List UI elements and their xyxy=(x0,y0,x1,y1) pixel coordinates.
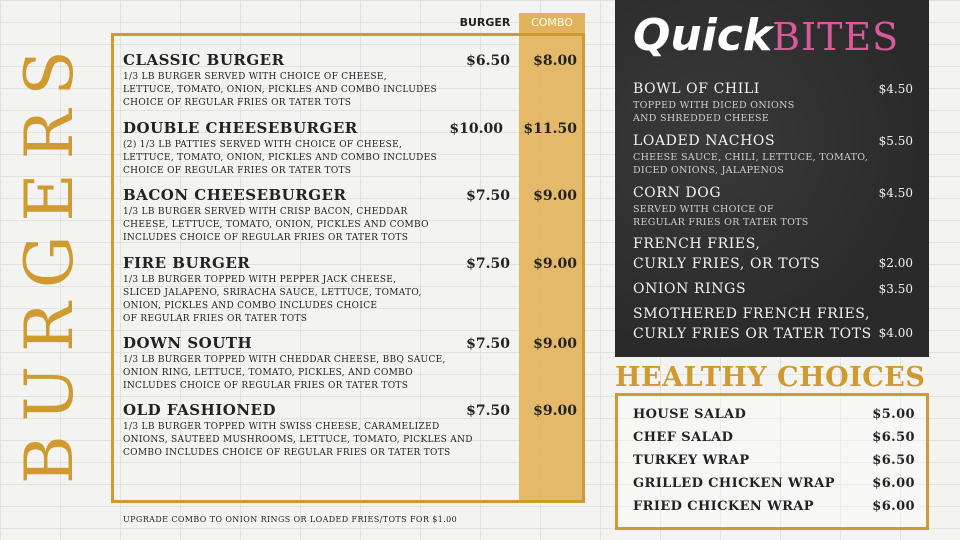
quick-bite-name: CORN DOG xyxy=(633,185,722,201)
quick-bite-item xyxy=(633,183,873,229)
burger-name: CLASSIC BURGER xyxy=(123,51,285,69)
quick-bite-name: SMOTHERED FRENCH FRIES, CURLY FRIES OR TATER TOTS xyxy=(633,306,872,342)
combo-price: $9.00 xyxy=(533,336,577,352)
healthy-item xyxy=(633,453,915,468)
combo-price: $8.00 xyxy=(533,53,577,69)
healthy-item-price: $6.00 xyxy=(872,476,915,491)
healthy-item-name: TURKEY WRAP xyxy=(633,453,750,468)
burger-price: $7.50 xyxy=(466,256,510,272)
quick-bites-title-bites: BITES xyxy=(772,15,900,59)
quick-bites-title xyxy=(633,6,899,66)
quick-bite-name: BOWL OF CHILI xyxy=(633,81,760,97)
combo-price: $9.00 xyxy=(533,256,577,272)
burger-name: DOWN SOUTH xyxy=(123,334,253,352)
healthy-item-name: GRILLED CHICKEN WRAP xyxy=(633,476,835,491)
quick-bite-price: $4.00 xyxy=(878,326,913,340)
combo-price: $9.00 xyxy=(533,403,577,419)
combo-column-header: COMBO xyxy=(519,13,585,33)
quick-bites-title-quick: Quick xyxy=(633,10,773,61)
combo-price: $11.50 xyxy=(523,121,577,137)
healthy-item-name: FRIED CHICKEN WRAP xyxy=(633,499,814,514)
healthy-item xyxy=(633,407,915,422)
combo-price: $9.00 xyxy=(533,188,577,204)
quick-bite-description: TOPPED WITH DICED ONIONS AND SHREDDED CHEESE xyxy=(633,100,795,124)
quick-bite-description: SERVED WITH CHOICE OF REGULAR FRIES OR TATER TOTS xyxy=(633,204,809,228)
quick-bite-name: ONION RINGS xyxy=(633,281,747,297)
healthy-item xyxy=(633,430,915,445)
healthy-item-price: $6.50 xyxy=(872,430,915,445)
quick-bite-name: LOADED NACHOS xyxy=(633,133,776,149)
quick-bite-item xyxy=(633,304,873,344)
burger-name: BACON CHEESEBURGER xyxy=(123,186,347,204)
burger-name: DOUBLE CHEESEBURGER xyxy=(123,119,358,137)
quick-bite-name: FRENCH FRIES, CURLY FRIES, OR TOTS xyxy=(633,236,821,272)
quick-bite-item xyxy=(633,79,873,125)
quick-bites-panel xyxy=(615,0,929,357)
healthy-item-price: $5.00 xyxy=(872,407,915,422)
burger-description: 1/3 LB BURGER TOPPED WITH CHEDDAR CHEESE, BBQ SAUCE, ONION RING, LETTUCE, TOMATO, PICKLES, AND COMBO INCLUDES CHOICE OF REGULAR FRIES OR TATER TOTS xyxy=(123,355,446,391)
burger-description: 1/3 LB BURGER TOPPED WITH PEPPER JACK CHEESE, SLICED JALAPENO, SRIRACHA SAUCE, LETTUCE, TOMATO, ONION, PICKLES AND COMBO INCLUDES CHOICE OF REGULAR FRIES OR TATER TOTS xyxy=(123,275,422,324)
burger-price: $6.50 xyxy=(466,53,510,69)
burger-name: FIRE BURGER xyxy=(123,254,251,272)
burger-column-header: BURGER xyxy=(459,16,511,29)
burger-price: $10.00 xyxy=(449,121,503,137)
quick-bite-item xyxy=(633,279,873,299)
burgers-vertical-title: BURGERS xyxy=(11,36,88,484)
quick-bite-description: CHEESE SAUCE, CHILI, LETTUCE, TOMATO, DICED ONIONS, JALAPENOS xyxy=(633,152,869,176)
quick-bite-item xyxy=(633,131,873,177)
quick-bite-price: $4.50 xyxy=(878,186,913,200)
burger-description: 1/3 LB BURGER SERVED WITH CRISP BACON, CHEDDAR CHEESE, LETTUCE, TOMATO, ONION, PICKLES AND COMBO INCLUDES CHOICE OF REGULAR FRIES OR TATER TOTS xyxy=(123,207,429,243)
healthy-choices-title: HEALTHY CHOICES xyxy=(615,362,926,393)
healthy-item xyxy=(633,499,915,514)
burger-description: 1/3 LB BURGER TOPPED WITH SWISS CHEESE, CARAMELIZED ONIONS, SAUTEED MUSHROOMS, LETTUCE, TOMATO, PICKLES AND COMBO INCLUDES CHOICE OF REGULAR FRIES OR TATER TOTS xyxy=(123,422,473,458)
burger-price: $7.50 xyxy=(466,403,510,419)
burger-price: $7.50 xyxy=(466,188,510,204)
healthy-item-name: HOUSE SALAD xyxy=(633,407,747,422)
healthy-item-price: $6.50 xyxy=(872,453,915,468)
healthy-item xyxy=(633,476,915,491)
burger-description: (2) 1/3 LB PATTIES SERVED WITH CHOICE OF CHEESE, LETTUCE, TOMATO, ONION, PICKLES AND COMBO INCLUDES CHOICE OF REGULAR FRIES OR TATER TOTS xyxy=(123,140,437,176)
burger-name: OLD FASHIONED xyxy=(123,401,276,419)
burger-price: $7.50 xyxy=(466,336,510,352)
upgrade-note: UPGRADE COMBO TO ONION RINGS OR LOADED FRIES/TOTS FOR $1.00 xyxy=(123,515,458,524)
quick-bite-item xyxy=(633,234,873,274)
quick-bite-price: $3.50 xyxy=(878,282,913,296)
quick-bite-price: $4.50 xyxy=(878,82,913,96)
quick-bite-price: $5.50 xyxy=(878,134,913,148)
healthy-item-name: CHEF SALAD xyxy=(633,430,734,445)
healthy-item-price: $6.00 xyxy=(872,499,915,514)
quick-bite-price: $2.00 xyxy=(878,256,913,270)
burger-description: 1/3 LB BURGER SERVED WITH CHOICE OF CHEESE, LETTUCE, TOMATO, ONION, PICKLES AND COMBO INCLUDES CHOICE OF REGULAR FRIES OR TATER TOTS xyxy=(123,72,437,108)
